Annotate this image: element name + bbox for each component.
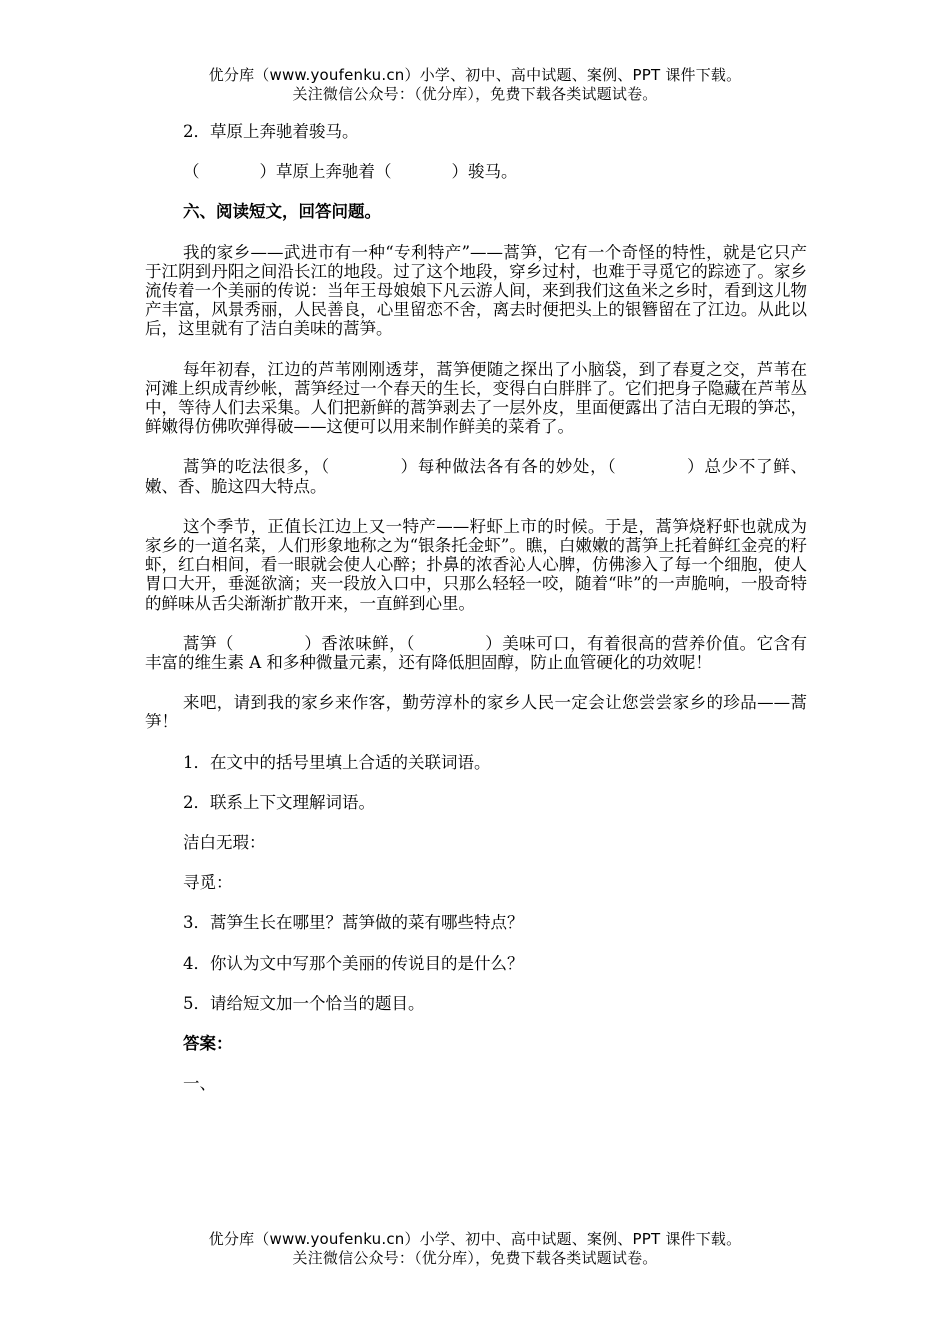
fill-middle: ）草原上奔驰着（ [259, 162, 392, 182]
para3-part-c: ）总少不了鲜、嫩、香、脆这四大特点。 [145, 457, 808, 496]
document-body [145, 122, 807, 1115]
passage-paragraph-6: 来吧，请到我的家乡来作客，勤劳淳朴的家乡人民一定会让您尝尝家乡的珍品——蒿笋！ [145, 693, 807, 732]
term-label-2: 寻觅： [183, 873, 233, 893]
answers-title: 答案： [183, 1034, 233, 1054]
reading-question-1: 1．在文中的括号里填上合适的关联词语。 [183, 752, 491, 772]
passage-paragraph-5 [145, 634, 807, 672]
section-6-title: 六、阅读短文，回答问题。 [183, 202, 381, 222]
passage-paragraph-4: 这个季节，正值长江边上又一特产——籽虾上市的时候。于是，蒿笋烧籽虾也就成为家乡的一道名菜，人们形象地称之为“银条托金虾”。瞧，白嫩嫩的蒿笋上托着鲜红金亮的籽虾，红白相间，看一眼就会使人心醉；扑鼻的浓香沁人心脾，仿佛渗入了每一个细胞，使人胃口大开，垂涎欲滴；夹一段放入口中，只那么轻轻一咬，随着“咔”的一声脆响，一股奇特的鲜味从舌尖渐渐扩散开来，一直鲜到心里。 [145, 516, 807, 613]
reading-question-5: 5．请给短文加一个恰当的题目。 [183, 993, 425, 1013]
reading-question-2: 2．联系上下文理解词语。 [183, 792, 375, 812]
para3-part-b: ）每种做法各有各的妙处，（ [399, 457, 617, 477]
passage-paragraph-3 [145, 457, 807, 495]
term-label-1: 洁白无瑕： [183, 833, 266, 853]
fill-end: ）骏马。 [451, 162, 518, 182]
para3-part-a: 蒿笋的吃法很多，（ [183, 457, 330, 477]
footer-line-1: 优分库（www.youfenku.cn）小学、初中、高中试题、案例、PPT 课件下载。 [208, 1230, 742, 1248]
fill-open: （ [183, 162, 200, 182]
passage-paragraph-1: 我的家乡——武进市有一种“专利特产”——蒿笋，它有一个奇怪的特性，就是它只产于江阴到丹阳之间沿长江的地段。过了这个地段，穿乡过村，也难于寻觅它的踪迹了。家乡流传着一个美丽的传说：当年王母娘娘下凡云游人间，来到我们这鱼米之乡时，看到这儿物产丰富，风景秀丽，人民善良，心里留恋不舍，离去时便把头上的银簪留在了江边。从此以后，这里就有了洁白美味的蒿笋。 [145, 242, 807, 339]
header-line-1: 优分库（www.youfenku.cn）小学、初中、高中试题、案例、PPT 课件下载。 [208, 66, 742, 84]
page-footer [0, 1230, 950, 1268]
footer-line-2: 关注微信公众号：（优分库），免费下载各类试题试卷。 [292, 1249, 658, 1267]
reading-question-3: 3．蒿笋生长在哪里？蒿笋做的菜有哪些特点？ [183, 913, 524, 933]
para5-part-a: 蒿笋（ [183, 633, 234, 653]
para5-part-b: ）香浓味鲜，（ [303, 633, 415, 653]
header-line-2: 关注微信公众号：（优分库），免费下载各类试题试卷。 [292, 85, 658, 103]
reading-question-4: 4．你认为文中写那个美丽的传说目的是什么？ [183, 953, 524, 973]
passage-paragraph-2: 每年初春，江边的芦苇刚刚透芽，蒿笋便随之探出了小脑袋，到了春夏之交，芦苇在河滩上织成青纱帐，蒿笋经过一个春天的生长，变得白白胖胖了。它们把身子隐藏在芦苇丛中，等待人们去采集。人们把新鲜的蒿笋剥去了一层外皮，里面便露出了洁白无瑕的笋芯，鲜嫩得仿佛吹弹得破——这便可以用来制作鲜美的菜肴了。 [145, 359, 807, 437]
question-2-fill-line [145, 162, 807, 181]
answers-section-1: 一、 [183, 1074, 216, 1094]
page-header [0, 66, 950, 104]
question-2-prompt: 2．草原上奔驰着骏马。 [183, 122, 359, 141]
para5-part-c: ）美味可口，有着很高的营养价值。它含有丰富的维生素 A 和多种微量元素，还有降低胆固醇，防止血管硬化的功效呢！ [145, 633, 808, 673]
